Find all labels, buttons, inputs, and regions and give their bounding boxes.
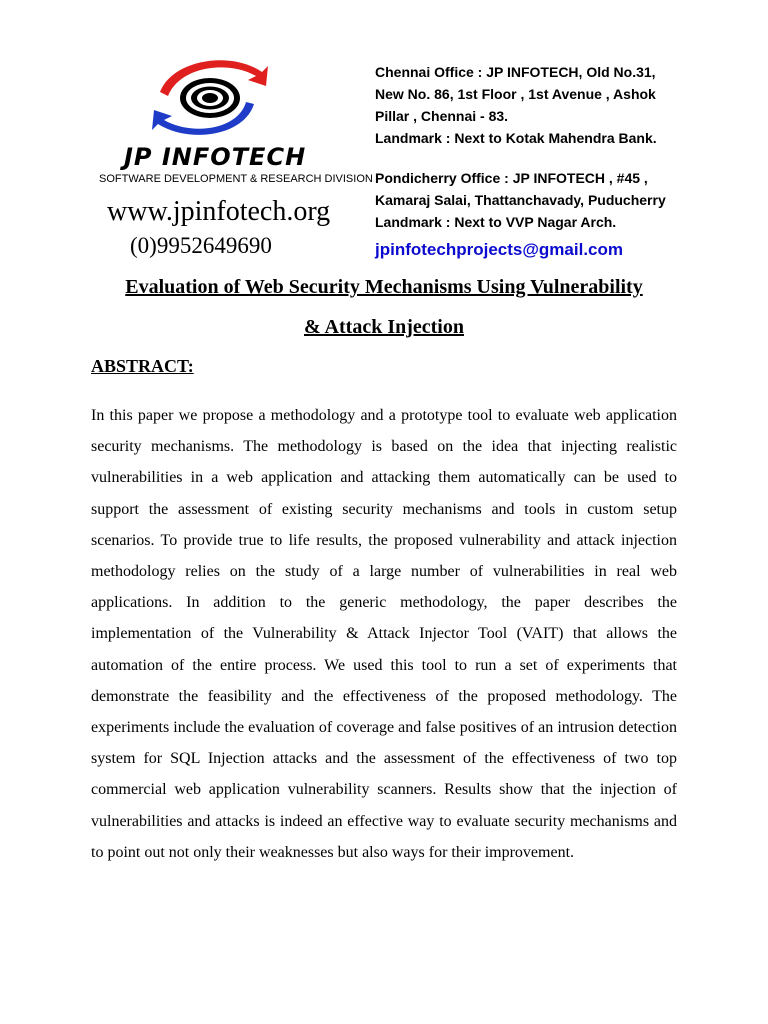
logo-eye-pupil [202,93,218,103]
chennai-office-line: Landmark : Next to Kotak Mahendra Bank. [375,130,657,146]
jp-infotech-logo-icon [150,52,270,144]
website-url: www.jpinfotech.org [107,196,331,227]
contact-email: jpinfotechprojects@gmail.com [375,240,624,259]
abstract-heading: ABSTRACT: [91,356,194,376]
chennai-office-address [375,61,657,149]
pondicherry-office-line: Landmark : Next to VVP Nagar Arch. [375,214,617,230]
pondicherry-office-line: Pondicherry Office : JP INFOTECH , #45 , [375,170,648,186]
paper-title-line-2: & Attack Injection [304,316,464,338]
pondicherry-office-line: Kamaraj Salai, Thattanchavady, Puducherry [375,192,666,208]
chennai-office-line: Chennai Office : JP INFOTECH, Old No.31, [375,64,656,80]
logo-name: JP INFOTECH [124,143,307,171]
phone-number: (0)9952649690 [130,233,272,258]
paper-title-line-1: Evaluation of Web Security Mechanisms Using Vulnerability [125,276,643,298]
chennai-office-line: Pillar , Chennai - 83. [375,108,509,124]
logo-division: SOFTWARE DEVELOPMENT & RESEARCH DIVISION [99,173,373,185]
abstract-body: In this paper we propose a methodology and a prototype tool to evaluate web application security mechanisms. The methodology is based on the idea that injecting realistic vulnerabilities in a web application and attacking them automatically can be used to support the assessment of existing security mechanisms and tools in custom setup scenarios. To provide true to life results, the proposed vulnerability and attack injection methodology relies on the study of a large number of vulnerabilities in real web applications. In addition to the generic methodology, the paper describes the implementation of the Vulnerability & Attack Injector Tool (VAIT) that allows the automation of the entire process. We used this tool to run a set of experiments that demonstrate the feasibility and the effectiveness of the proposed methodology. The experiments include the evaluation of coverage and false positives of an intrusion detection system for SQL Injection attacks and the assessment of the effectiveness of two top commercial web application vulnerability scanners. Results show that the injection of vulnerabilities and attacks is indeed an effective way to evaluate security mechanisms and to point out not only their weaknesses but also ways for their improvement. [91,407,677,861]
pondicherry-office-address [375,167,666,233]
chennai-office-line: New No. 86, 1st Floor , 1st Avenue , Ashok [375,86,656,102]
